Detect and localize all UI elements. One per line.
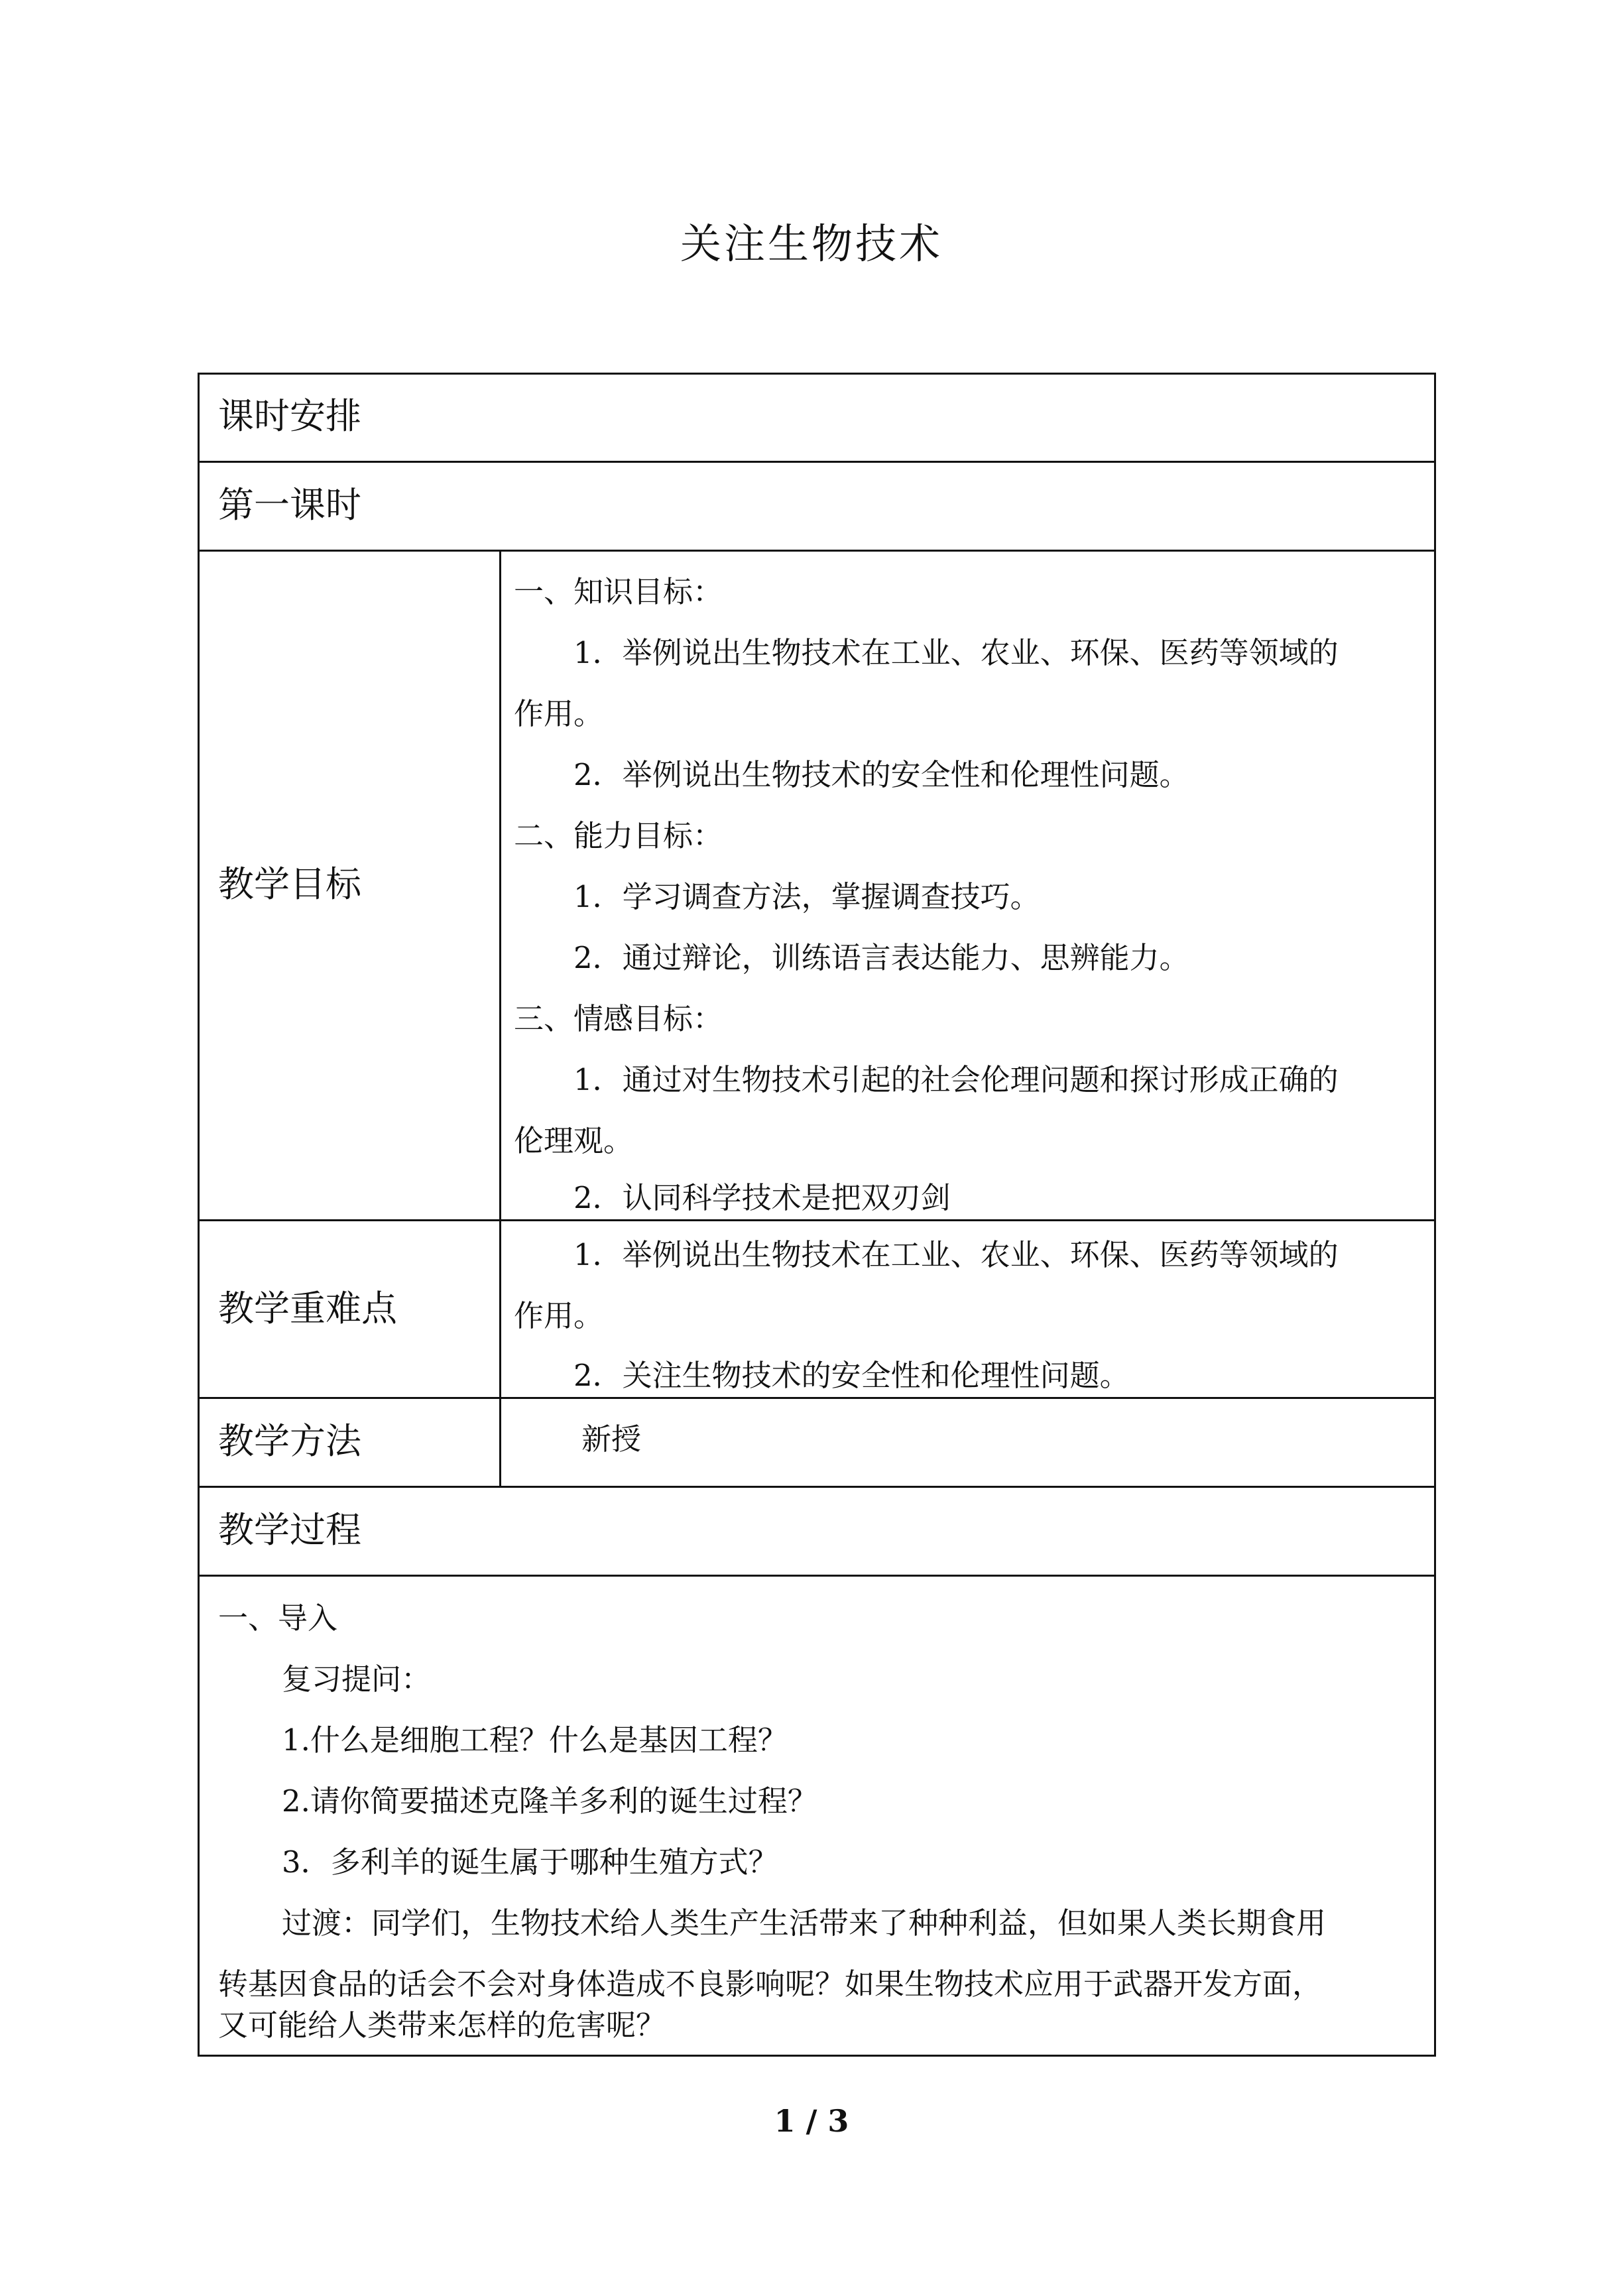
- objective-line: 一、知识目标：: [514, 574, 723, 609]
- keypoint-line: 2．关注生物技术的安全性和伦理性问题。: [573, 1358, 1130, 1393]
- objective-line: 三、情感目标：: [514, 1001, 723, 1036]
- process-line: 转基因食品的话会不会对身体造成不良影响呢？如果生物技术应用于武器开发方面，: [218, 1966, 1323, 2002]
- process-line: 复习提问：: [282, 1662, 432, 1697]
- row-divider: [200, 550, 1434, 552]
- lesson-plan-table: [198, 373, 1436, 2057]
- lesson-label: 第一课时: [218, 484, 361, 526]
- row-divider: [200, 1486, 1434, 1488]
- process-line: 一、导入: [218, 1601, 338, 1636]
- objective-line: 1．通过对生物技术引起的社会伦理问题和探讨形成正确的: [573, 1062, 1339, 1097]
- objective-line: 2．认同科学技术是把双刃剑: [573, 1180, 951, 1215]
- page-number: 1 / 3: [774, 2103, 849, 2139]
- objective-line: 2．举例说出生物技术的安全性和伦理性问题。: [573, 757, 1189, 792]
- process-line: 过渡：同学们，生物技术给人类生产生活带来了种种利益，但如果人类长期食用: [282, 1905, 1327, 1941]
- schedule-label: 课时安排: [218, 395, 361, 437]
- row-divider: [200, 1575, 1434, 1577]
- column-divider: [499, 550, 501, 1486]
- process-label: 教学过程: [218, 1509, 361, 1551]
- process-line: 又可能给人类带来怎样的危害呢？: [218, 2008, 666, 2043]
- process-line: 1.什么是细胞工程？什么是基因工程？: [282, 1722, 788, 1758]
- objective-line: 2．通过辩论，训练语言表达能力、思辨能力。: [573, 940, 1189, 975]
- method-value: 新授: [581, 1421, 642, 1457]
- page-title: 关注生物技术: [680, 219, 943, 268]
- keypoint-line: 作用。: [514, 1298, 604, 1333]
- process-line: 3．多利羊的诞生属于哪种生殖方式？: [282, 1844, 778, 1880]
- method-label: 教学方法: [218, 1420, 361, 1462]
- objective-line: 作用。: [514, 696, 604, 731]
- keypoint-line: 1．举例说出生物技术在工业、农业、环保、医药等领域的: [573, 1237, 1339, 1272]
- objective-line: 1．举例说出生物技术在工业、农业、环保、医药等领域的: [573, 635, 1339, 670]
- objective-line: 伦理观。: [514, 1123, 634, 1158]
- row-divider: [200, 461, 1434, 463]
- keypoints-label: 教学重难点: [218, 1288, 397, 1329]
- objective-line: 1．学习调查方法，掌握调查技巧。: [573, 879, 1040, 914]
- process-line: 2.请你简要描述克隆羊多利的诞生过程？: [282, 1783, 817, 1819]
- objective-line: 二、能力目标：: [514, 818, 723, 853]
- objectives-label: 教学目标: [218, 863, 361, 905]
